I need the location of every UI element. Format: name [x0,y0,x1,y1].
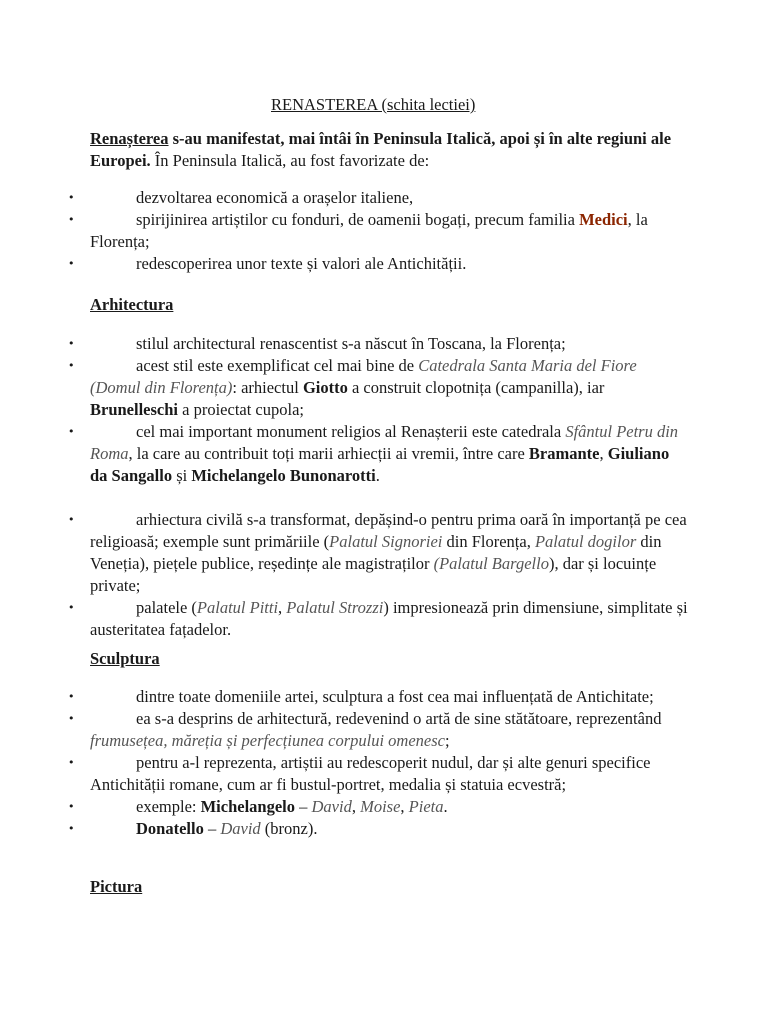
list-item-text: , la care au contribuit toți marii arhiecții ai vremii, între care [128,444,529,463]
list-item-text: redescoperirea unor texte și valori ale Antichității. [136,254,467,273]
bullet-icon: • [68,191,75,204]
list-item [68,333,690,355]
italic-title: Palatul Pitti [196,598,279,617]
list-item [68,421,690,487]
list-item-text: ), dar și locuințe private; [90,554,657,595]
list-item [68,355,690,421]
bullet-icon: • [68,257,75,270]
italic-title: Moise [360,797,401,816]
italic-phrase: frumusețea, măreția și perfecțiunea corpului omenesc [90,731,445,750]
italic-title: Catedrala Santa Maria del Fiore (Domul din Florența) [90,356,637,397]
list-item [68,796,690,818]
list-item-text: cel mai important monument religios al Renașterii este catedrala [136,422,566,441]
architecture-bullet-list [68,333,690,641]
bullet-icon: • [68,337,75,350]
list-item-text: arhiectura civilă s-a transformat, depășind-o pentru prima oară în importanță pe cea religioasă; exemple sunt primăriile ( [90,510,687,551]
intro-bullet-list [68,187,690,275]
list-item-text: , la Florența; [90,210,648,251]
list-item-text: ) impresionează prin dimensiune, simplitate și austeritatea fațadelor. [90,598,688,639]
list-item-text: : arhiectul [232,378,303,397]
list-item [68,253,690,275]
list-item-text: exemple: [136,797,201,816]
bullet-icon: • [68,513,75,526]
bullet-icon: • [68,601,75,614]
list-item [68,752,690,796]
list-item-text: pentru a-l reprezenta, artiștii au redescoperit nudul, dar și alte genuri specifice Antichității romane, cum ar fi bustul-portret, medalia și statuia ecvestră; [90,753,651,794]
heading-arhitectura: Arhitectura [90,295,174,314]
bullet-icon: • [68,800,75,813]
list-item-text: palatele ( [136,598,197,617]
bullet-icon: • [68,359,75,372]
italic-title: Pieta [408,797,444,816]
list-item [68,509,690,597]
list-item [68,209,690,253]
bold-name: Donatello [136,819,204,838]
intro-rest-text: În Peninsula Italică, au fost favorizate de: [150,151,430,170]
italic-title: Sfântul Petru din Roma [90,422,679,463]
list-item-text: a construit clopotnița (campanilla), iar [347,378,605,397]
list-item [68,708,690,752]
document-title: RENASTEREA (schita lectiei) [271,95,476,114]
bullet-icon: • [68,690,75,703]
bold-name: Michelangelo [200,797,296,816]
list-item [68,686,690,708]
list-item [68,187,690,209]
list-item-text: . [375,466,380,485]
italic-title: David [311,797,352,816]
list-item-text: (bronz). [260,819,318,838]
list-item-text: , [351,797,361,816]
list-item-text: din Veneția), piețele publice, reședințe ale magistraților [90,532,662,573]
list-item-text: – [295,797,312,816]
list-item-text: și [172,466,192,485]
bullet-icon: • [68,712,75,725]
list-item-text: acest stil este exemplificat cel mai bine de [136,356,419,375]
italic-title: (Palatul Bargello [433,554,549,573]
list-item-text: ea s-a desprins de arhitectură, redevenind o artă de sine stătătoare, reprezentând [136,709,662,728]
bold-name: Giotto [302,378,348,397]
list-item-text: dintre toate domeniile artei, sculptura a fost cea mai influențată de Antichitate; [136,687,654,706]
italic-title: Palatul Signoriei [329,532,443,551]
list-item-text: – [203,819,221,838]
list-item-text: , [278,598,287,617]
heading-pictura: Pictura [90,877,143,896]
list-item-text: , [400,797,409,816]
list-item-text: din Florența, [442,532,535,551]
heading-sculptura: Sculptura [90,649,160,668]
intro-bold-text: s-au manifestat, mai întâi în Peninsula Italică, apoi și în alte regiuni ale Europei. [90,129,672,170]
list-item-text: spirijinirea artiștilor cu fonduri, de oamenii bogați, precum familia [136,210,580,229]
medici-name: Medici [579,210,628,229]
italic-title: David [220,819,261,838]
bold-name: Bramante [528,444,600,463]
list-item-text: stilul architectural renascentist s-a născut în Toscana, la Florența; [136,334,566,353]
list-item [68,818,690,840]
italic-title: Palatul Strozzi [286,598,384,617]
italic-title: Palatul dogilor [534,532,637,551]
intro-paragraph [90,128,710,172]
bullet-icon: • [68,822,75,835]
list-item-text: ; [444,731,450,750]
bold-name: Giuliano da Sangallo [90,444,670,485]
bullet-icon: • [68,425,75,438]
sculpture-bullet-list [68,686,690,840]
list-item-text: a proiectat cupola; [178,400,304,419]
list-item-text: . [443,797,448,816]
list-item-text: dezvoltarea economică a orașelor italiene, [136,188,414,207]
bold-name: Michelangelo Bunonarotti [191,466,376,485]
list-item-text: , [599,444,608,463]
bold-name: Brunelleschi [90,400,179,419]
bullet-icon: • [68,213,75,226]
list-item [68,597,690,641]
intro-underlined-word: Renașterea [90,129,169,148]
bullet-icon: • [68,756,75,769]
